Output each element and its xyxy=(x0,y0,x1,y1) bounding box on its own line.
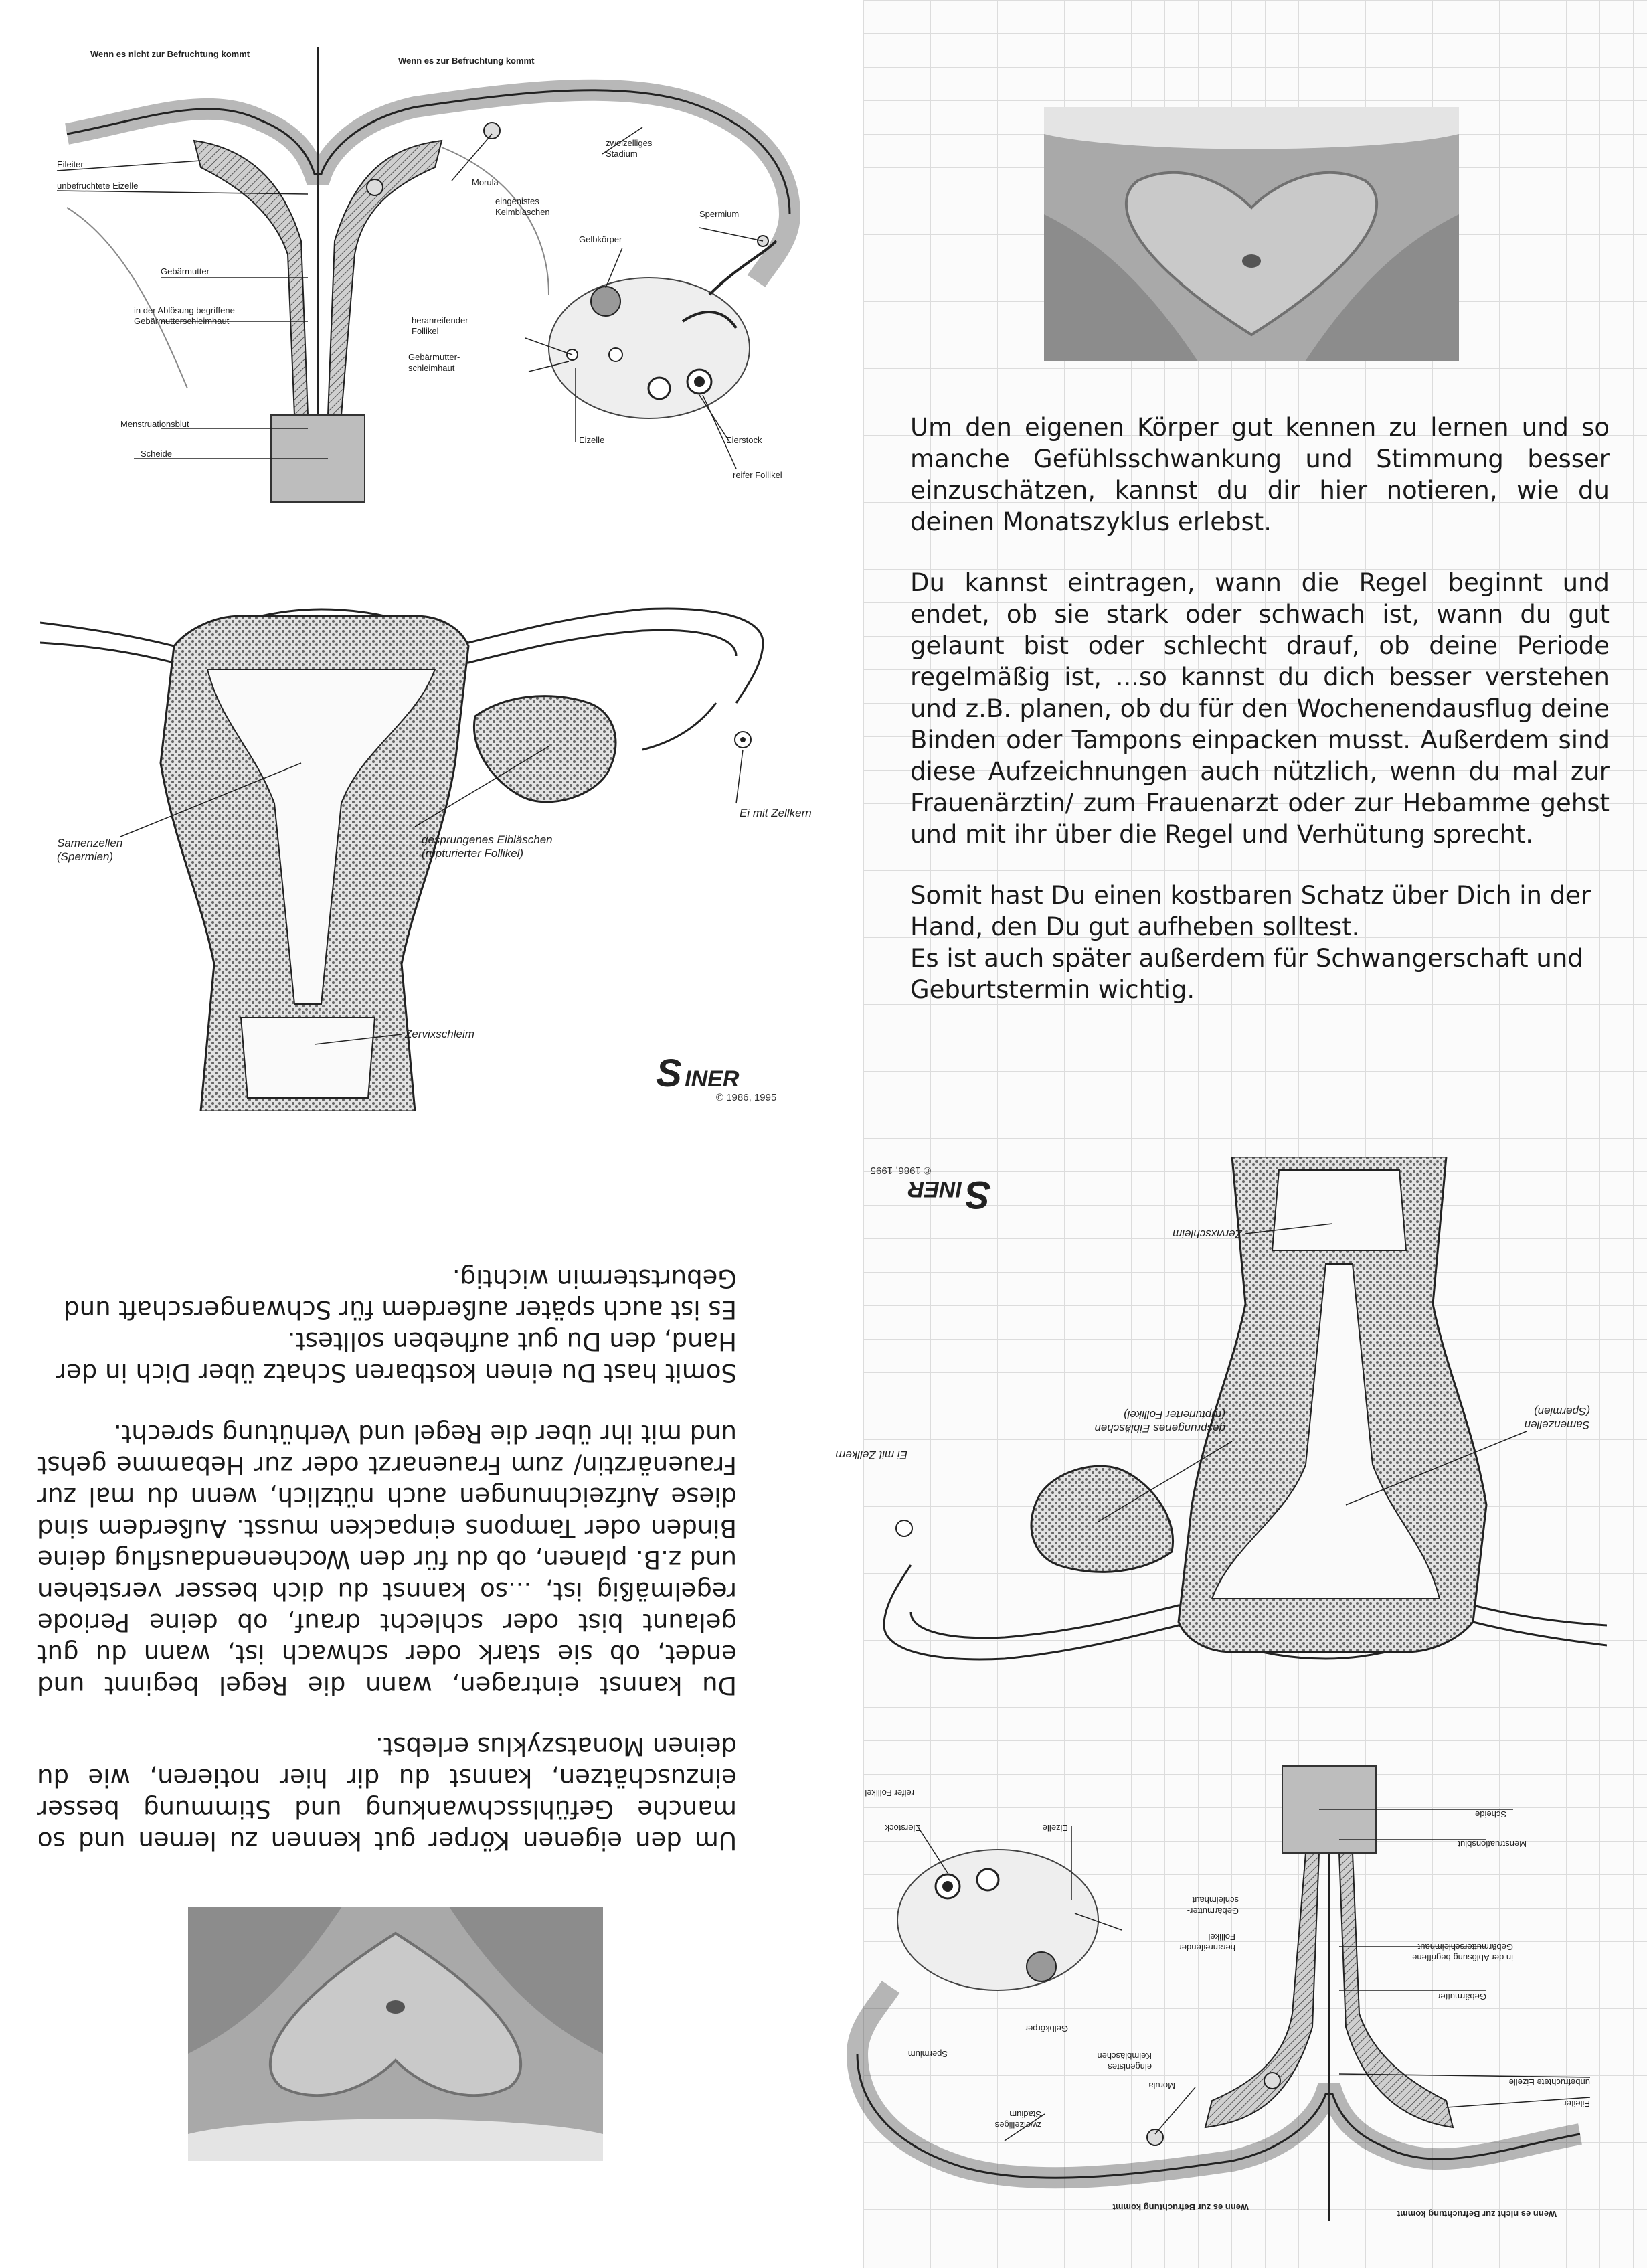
label-gelbkoerper: Gelbkörper xyxy=(579,234,622,244)
paragraph-2-rotated: Du kannst eintragen, wann die Regel beginnt und endet, ob sie stark oder schwach ist, wann du gut gelaunt bist oder schlecht drauf, ob deine Periode regelmäßig ist, ...so kannst du dich besser verstehen und z.B. planen, ob du für den Wochenendausflug deine Binden oder Tampons einpacken musst. Außerdem sind diese Aufzeichnungen auch nützlich, wenn du mal zur Frauenärztin/ zum Frauenarzt oder zur Hebamme gehst und mit ihr über die Regel und Verhütung sprecht. xyxy=(37,1419,737,1700)
label-spermien-rotated: (Spermien) xyxy=(1533,1405,1590,1418)
hands-heart-shape-illustration xyxy=(1044,107,1459,361)
label-eileiter: Eileiter xyxy=(57,159,84,169)
iner-copyright-rotated: © 1986, 1995 xyxy=(870,1165,931,1176)
bottom-half-rotated xyxy=(0,1134,1647,2268)
label-gebaermutterschleimhaut-1-rotated: Gebärmutter- xyxy=(1187,1906,1239,1916)
iner-logo-name-rotated: INER xyxy=(907,1176,962,1202)
hands-heart-belly-photo xyxy=(1044,107,1459,361)
label-morula: Morula xyxy=(472,177,499,187)
label-spermium-rotated: Spermium xyxy=(907,2049,948,2059)
header-no-fertilization: Wenn es nicht zur Befruchtung kommt xyxy=(90,49,250,59)
label-zweizelliges: zweizelliges xyxy=(606,138,653,148)
label-zervixschleim-rotated: Zervixschleim xyxy=(1173,1228,1242,1240)
iner-logo-mark-icon-rotated: S xyxy=(965,1173,991,1216)
label-menstruationsblut: Menstruationsblut xyxy=(120,419,189,429)
label-eileiter-rotated: Eileiter xyxy=(1563,2099,1590,2109)
iner-logo-name: INER xyxy=(685,1066,740,1092)
label-gebaermutterschleimhaut-2-rotated: schleimhaut xyxy=(1192,1895,1239,1905)
label-abloesung-2-rotated: Gebärmutterschleimhaut xyxy=(1417,1942,1513,1952)
hands-heart-shape-illustration-rotated xyxy=(188,1907,603,2161)
header-no-fertilization-rotated: Wenn es nicht zur Befruchtung kommt xyxy=(1397,2209,1557,2219)
label-keimblaeschen-rotated: Keimbläschen xyxy=(1097,2051,1152,2061)
paragraph-3b-rotated: Es ist auch später außerdem für Schwangerschaft und Geburtstermin wichtig. xyxy=(64,1264,737,1324)
paragraph-3a-rotated: Somit hast Du einen kostbaren Schatz über Dich in der Hand, den Du gut aufheben solltest. xyxy=(56,1327,737,1387)
iner-logo-mark-icon: S xyxy=(656,1052,682,1095)
header-fertilization: Wenn es zur Befruchtung kommt xyxy=(398,56,535,66)
label-reifer-follikel-rotated: reifer Follikel xyxy=(865,1788,914,1798)
label-eingenistetes: eingenistes xyxy=(495,196,539,206)
label-gebaermutterschleimhaut-1: Gebärmutter- xyxy=(408,352,460,362)
uterus-cross-section-diagram xyxy=(40,589,837,1111)
cycle-diagram-rotated xyxy=(810,1759,1607,2228)
label-eiblaeschen-1: gesprungenes Eibläschen xyxy=(422,833,553,846)
label-stadium: Stadium xyxy=(606,149,638,159)
label-ei-mit-zellkern-rotated: Ei mit Zellkern xyxy=(835,1449,907,1461)
label-eizelle: Eizelle xyxy=(579,435,605,445)
label-gebaermutter: Gebärmutter xyxy=(161,266,209,276)
header-fertilization-rotated: Wenn es zur Befruchtung kommt xyxy=(1112,2202,1249,2212)
label-unbefruchtete-eizelle-rotated: unbefruchtete Eizelle xyxy=(1508,2077,1590,2087)
label-zweizelliges-rotated: zweizelliges xyxy=(994,2120,1041,2130)
label-reifer-follikel: reifer Follikel xyxy=(733,470,782,480)
label-gebaermutterschleimhaut-2: schleimhaut xyxy=(408,363,455,373)
label-heranreifender: heranreifender xyxy=(412,315,468,325)
paragraph-3a: Somit hast Du einen kostbaren Schatz über Dich in der Hand, den Du gut aufheben solltest. xyxy=(910,881,1591,941)
label-samenzellen: Samenzellen xyxy=(57,837,123,849)
paragraph-3b: Es ist auch später außerdem für Schwangerschaft und Geburtstermin wichtig. xyxy=(910,944,1583,1004)
label-scheide-rotated: Scheide xyxy=(1475,1809,1506,1819)
label-gelbkoerper-rotated: Gelbkörper xyxy=(1025,2024,1068,2034)
label-morula-rotated: Morula xyxy=(1148,2081,1175,2091)
label-eierstock: Eierstock xyxy=(726,435,762,445)
cycle-info-text-rotated xyxy=(37,1233,737,1856)
hands-heart-belly-photo-rotated xyxy=(188,1907,603,2161)
label-follikel: Follikel xyxy=(412,326,439,336)
label-eiblaeschen-2: (rupturierter Follikel) xyxy=(422,847,524,860)
iner-logo xyxy=(656,1051,776,1103)
label-abloesung-rotated: in der Ablösung begriffene xyxy=(1412,1953,1513,1963)
label-abloesung-2: Gebärmutterschleimhaut xyxy=(134,316,230,326)
iner-logo-rotated xyxy=(871,1165,991,1217)
label-eizelle-rotated: Eizelle xyxy=(1042,1823,1068,1833)
uterus-cross-section-diagram-rotated xyxy=(810,1157,1607,1679)
label-zervixschleim: Zervixschleim xyxy=(405,1028,474,1040)
label-abloesung: in der Ablösung begriffene xyxy=(134,305,235,315)
label-heranreifender-rotated: heranreifender xyxy=(1179,1943,1235,1953)
label-eierstock-rotated: Eierstock xyxy=(885,1823,921,1833)
label-stadium-rotated: Stadium xyxy=(1009,2109,1041,2119)
label-keimblaeschen: Keimbläschen xyxy=(495,207,550,217)
label-samenzellen-rotated: Samenzellen xyxy=(1524,1419,1590,1431)
label-spermien: (Spermien) xyxy=(57,850,114,863)
label-menstruationsblut-rotated: Menstruationsblut xyxy=(1458,1839,1527,1849)
label-unbefruchtete-eizelle: unbefruchtete Eizelle xyxy=(57,181,139,191)
label-eiblaeschen-1-rotated: gesprungenes Eibläschen xyxy=(1094,1422,1225,1435)
uterus-cycle-illustration xyxy=(40,40,837,509)
label-ei-mit-zellkern: Ei mit Zellkern xyxy=(740,807,812,819)
label-eiblaeschen-2-rotated: (rupturierter Follikel) xyxy=(1123,1408,1225,1421)
label-gebaermutter-rotated: Gebärmutter xyxy=(1438,1992,1486,2002)
paragraph-1-rotated: Um den eigenen Körper gut kennen zu lernen und so manche Gefühlsschwankung und Stimmung besser einzuschätzen, kannst du dir hier notieren, wie du deinen Monatszyklus erlebst. xyxy=(37,1732,737,1855)
label-eingenistetes-rotated: eingenistes xyxy=(1108,2062,1152,2072)
paragraph-1: Um den eigenen Körper gut kennen zu lernen und so manche Gefühlsschwankung und Stimmung besser einzuschätzen, kannst du dir hier notieren, wie du deinen Monatszyklus erlebst. xyxy=(910,413,1610,536)
paragraph-2: Du kannst eintragen, wann die Regel beginnt und endet, ob sie stark oder schwach ist, wann du gut gelaunt bist oder schlecht drauf, ob deine Periode regelmäßig ist, ...so kannst du dich besser verstehen und z.B. planen, ob du für den Wochenendausflug deine Binden oder Tampons einpacken musst. Außerdem sind diese Aufzeichnungen auch nützlich, wenn du mal zur Frauenärztin/ zum Frauenarzt oder zur Hebamme gehst und mit ihr über die Regel und Verhütung sprecht. xyxy=(910,568,1610,849)
cycle-diagram xyxy=(40,40,837,509)
label-scheide: Scheide xyxy=(141,449,172,459)
cycle-info-text xyxy=(910,412,1610,1035)
label-spermium: Spermium xyxy=(699,209,740,219)
iner-copyright: © 1986, 1995 xyxy=(716,1092,777,1103)
uterus-cycle-illustration-rotated xyxy=(810,1759,1607,2228)
label-follikel-rotated: Follikel xyxy=(1208,1932,1235,1942)
